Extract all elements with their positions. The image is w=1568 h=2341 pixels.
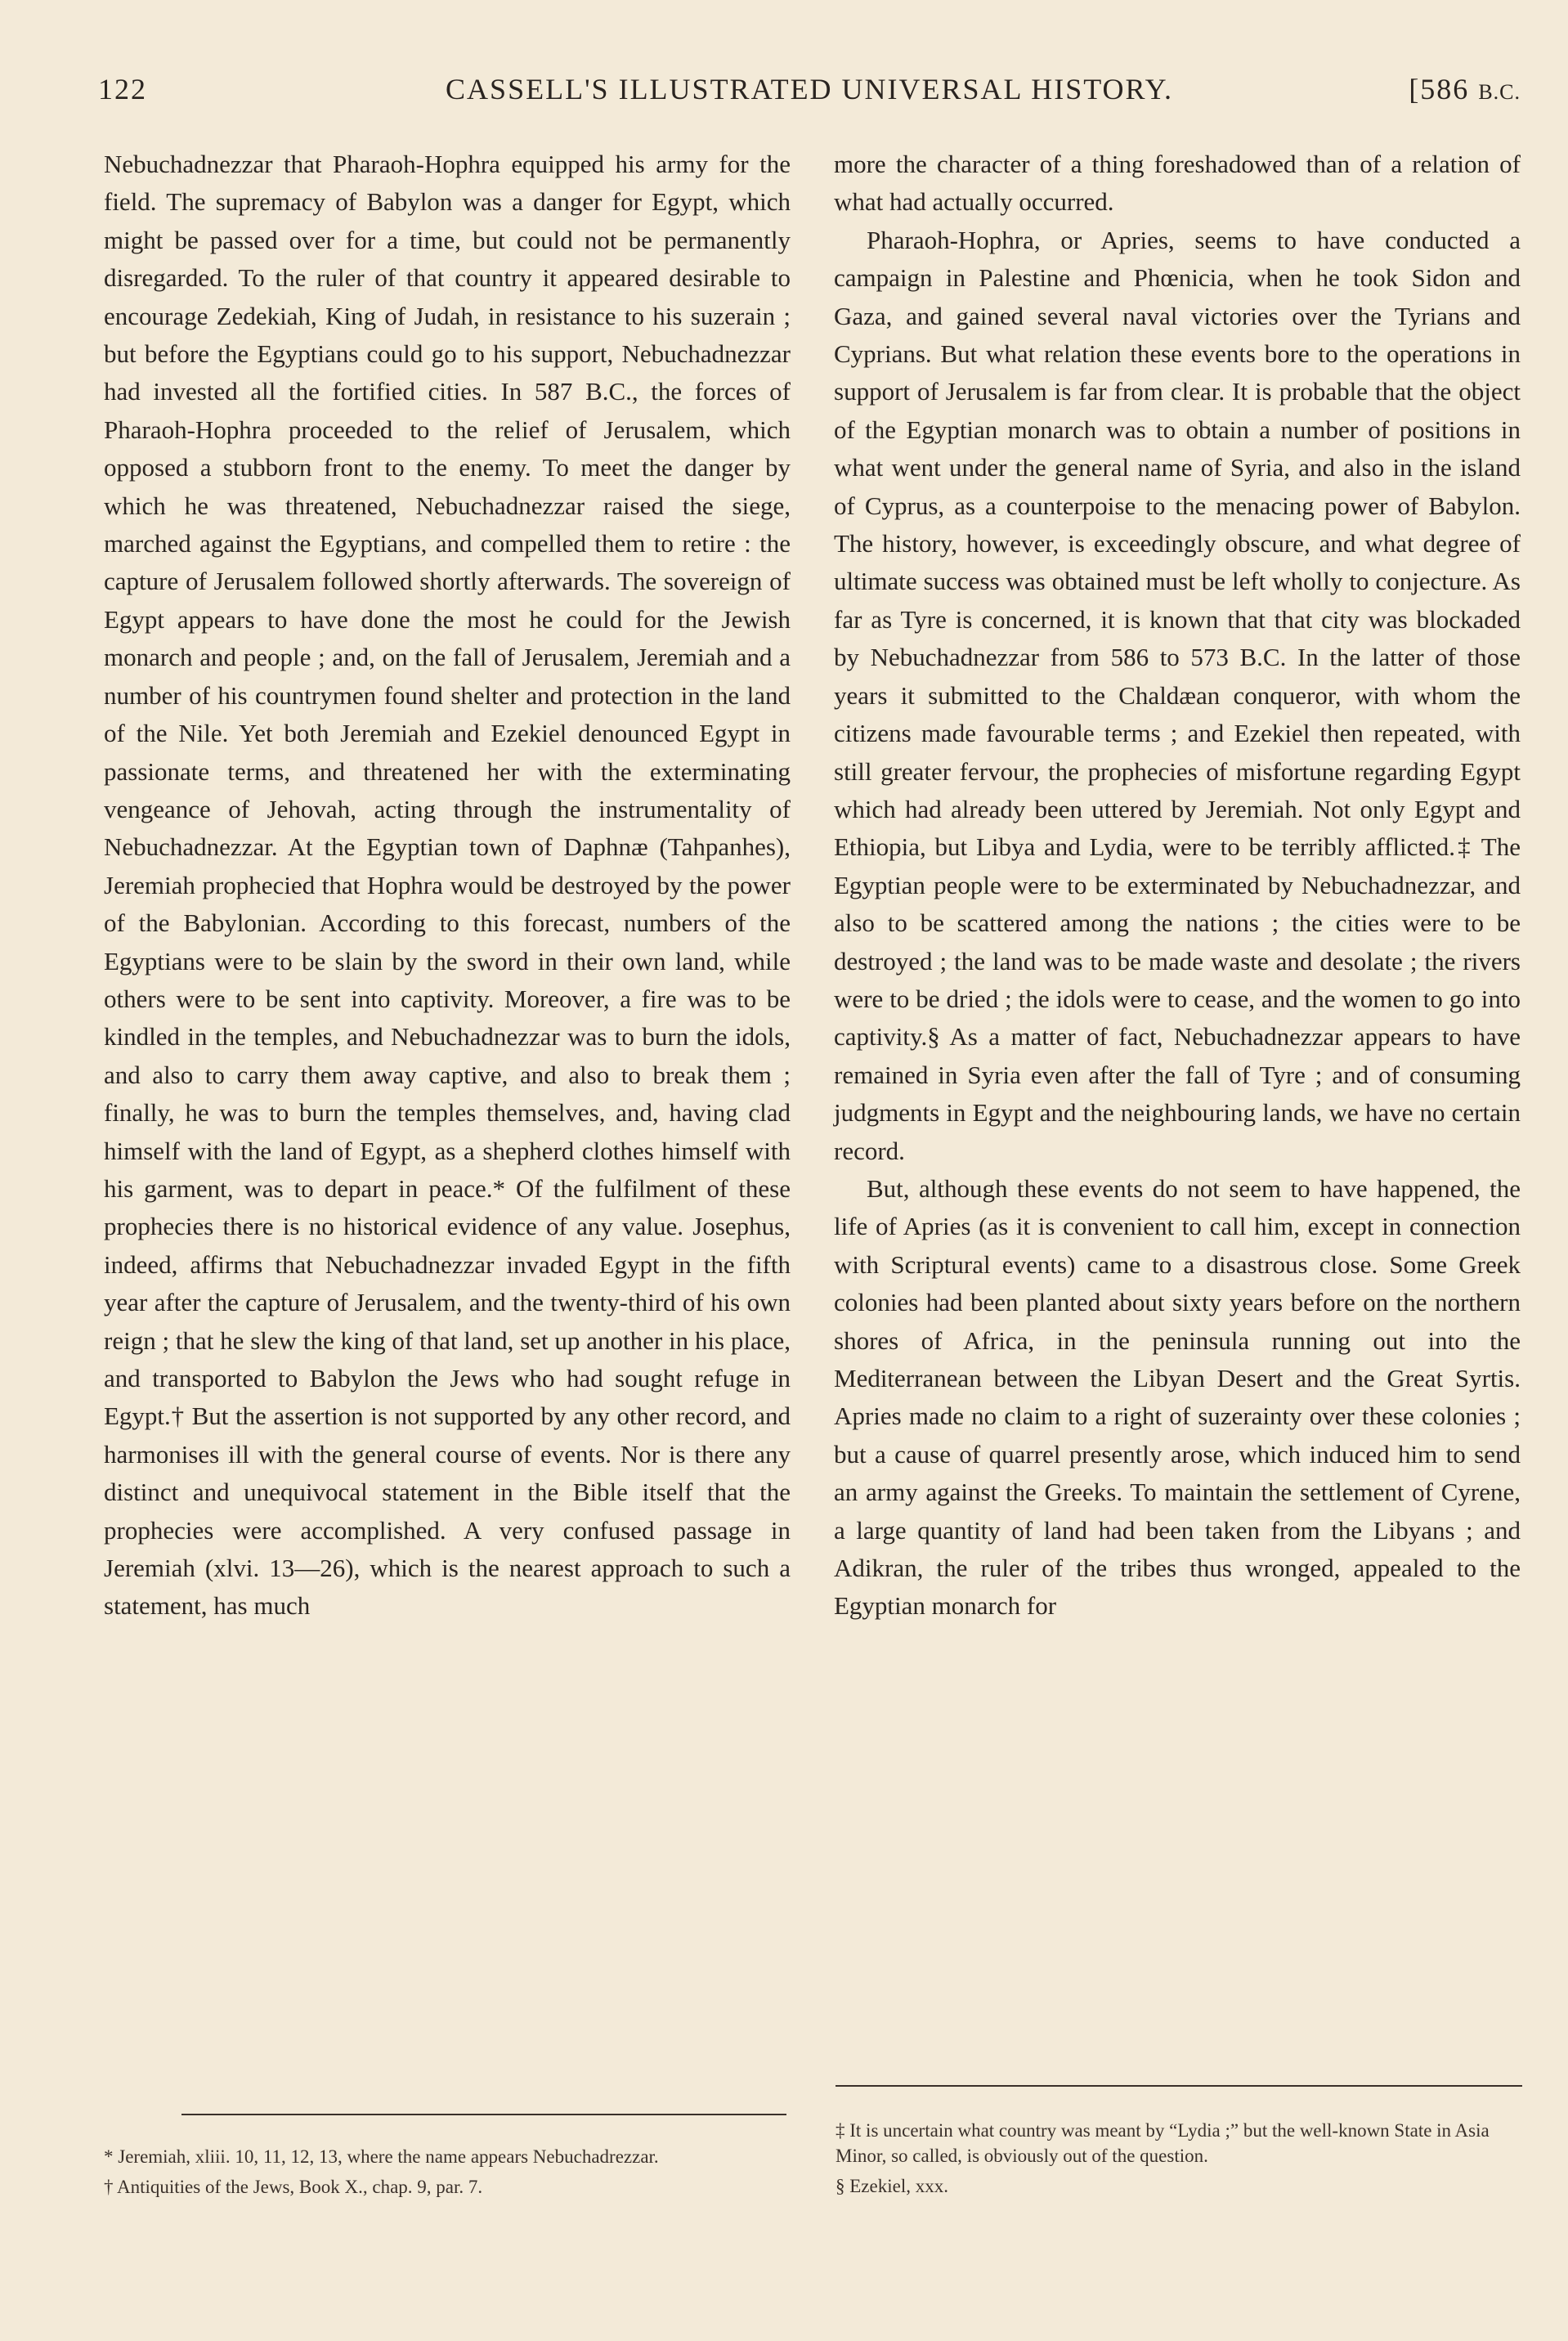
right-paragraph-1: more the character of a thing foreshadowed than of a relation of what had actually occurred. <box>834 150 1521 217</box>
footnote-divider-right <box>836 2085 1522 2087</box>
footnotes-left <box>104 2144 791 2200</box>
footnote-ezekiel: § Ezekiel, xxx. <box>836 2176 948 2196</box>
footnotes-right <box>836 2118 1522 2199</box>
date-range <box>1409 72 1521 106</box>
date-era: B.C. <box>1478 80 1521 104</box>
page-number: 122 <box>98 73 147 105</box>
left-paragraph-1: Nebuchadnezzar that Pharaoh-Hophra equipped his army for the field. The supremacy of Babylon was a danger for Egypt, which might be passed over for a time, but could not be permanently disregarded. To the ruler of that country it appeared desirable to encourage Zedekiah, King of Judah, in resistance to his suzerain ; but before the Egyptians could go to his support, Nebuchadnezzar had invested all the fortified cities. In 587 B.C., the forces of Pharaoh-Hophra proceeded to the relief of Jerusalem, which opposed a stubborn front to the enemy. To meet the danger by which he was threatened, Nebuchadnezzar raised the siege, marched against the Egyptians, and compelled them to retire : the capture of Jerusalem followed shortly afterwards. The sovereign of Egypt appears to have done the most he could for the Jewish monarch and people ; and, on the fall of Jerusalem, Jeremiah and a number of his countrymen found shelter and protection in the land of the Nile. Yet both Jeremiah and Ezekiel denounced Egypt in passionate terms, and threatened her with the exterminating vengeance of Jehovah, acting through the instrumentality of Nebuchadnezzar. At the Egyptian town of Daphnæ (Tahpanhes), Jeremiah prophecied that Hophra would be destroyed by the power of the Babylonian. According to this forecast, numbers of the Egyptians were to be slain by the sword in their own land, while others were to be sent into captivity. Moreover, a fire was to be kindled in the temples, and Nebuchadnezzar was to burn the idols, and also to carry them away captive, and also to break them ; finally, he was to burn the temples themselves, and, having clad himself with the land of Egypt, as a shepherd clothes himself with his garment, was to depart in peace.* Of the fulfilment of these prophecies there is no historical evidence of any value. Josephus, indeed, affirms that Nebuchadnezzar invaded Egypt in the fifth year after the capture of Jerusalem, and the twenty-third of his own reign ; that he slew the king of that land, set up another in his place, and transported to Babylon the Jews who had sought refuge in Egypt.† But the assertion is not supported by any other record, and harmonises ill with the general course of events. Nor is there any distinct and unequivocal statement in the Bible itself that the prophecies were accomplished. A very confused passage in Jeremiah (xlvi. 13—26), which is the nearest approach to such a statement, has much <box>104 150 791 1621</box>
right-column <box>834 146 1521 1626</box>
footnote-antiquities: † Antiquities of the Jews, Book X., chap. 9, par. 7. <box>104 2177 483 2197</box>
footnote-jeremiah: * Jeremiah, xliii. 10, 11, 12, 13, where the name appears Nebuchadrezzar. <box>104 2146 659 2167</box>
right-paragraph-3: But, although these events do not seem to have happened, the life of Apries (as it is convenient to call him, except in connection with Scriptural events) came to a disastrous close. Some Greek colonies had been planted about sixty years before on the northern shores of Africa, in the peninsula running out into the Mediterranean between the Libyan Desert and the Great Syrtis. Apries made no claim to a right of suzerainty over these colonies ; but a cause of quarrel presently arose, which induced him to send an army against the Greeks. To maintain the settlement of Cyrene, a large quantity of land had been taken from the Libyans ; and Adikran, the ruler of the tribes thus wronged, appealed to the Egyptian monarch for <box>834 1173 1521 1621</box>
running-header <box>98 72 1521 121</box>
left-column <box>104 146 791 1626</box>
footnote-lydia: ‡ It is uncertain what country was meant by “Lydia ;” but the well-known State in Asia Minor, so called, is obviously out of the question. <box>836 2120 1490 2166</box>
footnote-divider-left <box>181 2114 786 2115</box>
date-year: [586 <box>1409 73 1470 105</box>
running-title: CASSELL'S ILLUSTRATED UNIVERSAL HISTORY. <box>446 73 1173 105</box>
right-paragraph-2: Pharaoh-Hophra, or Apries, seems to have conducted a campaign in Palestine and Phœnicia, when he took Sidon and Gaza, and gained several naval victories over the Tyrians and Cyprians. But what relation these events bore to the operations in support of Jerusalem is far from clear. It is probable that the object of the Egyptian monarch was to obtain a number of positions in what went under the general name of Syria, and also in the island of Cyprus, as a counterpoise to the menacing power of Babylon. The history, however, is exceedingly obscure, and what degree of ultimate success was obtained must be left wholly to conjecture. As far as Tyre is concerned, it is known that that city was blockaded by Nebuchadnezzar from 586 to 573 B.C. In the latter of those years it submitted to the Chaldæan conqueror, with whom the citizens made favourable terms ; and Ezekiel then repeated, with still greater fervour, the prophecies of misfortune regarding Egypt which had already been uttered by Jeremiah. Not only Egypt and Ethiopia, but Libya and Lydia, were to be terribly afflicted.‡ The Egyptian people were to be exterminated by Nebuchadnezzar, and also to be scattered among the nations ; the cities were to be destroyed ; the land was to be made waste and desolate ; the rivers were to be dried ; the idols were to cease, and the women to go into captivity.§ As a matter of fact, Nebuchadnezzar appears to have remained in Syria even after the fall of Tyre ; and of consuming judgments in Egypt and the neighbouring lands, we have no certain record. <box>834 225 1521 1165</box>
